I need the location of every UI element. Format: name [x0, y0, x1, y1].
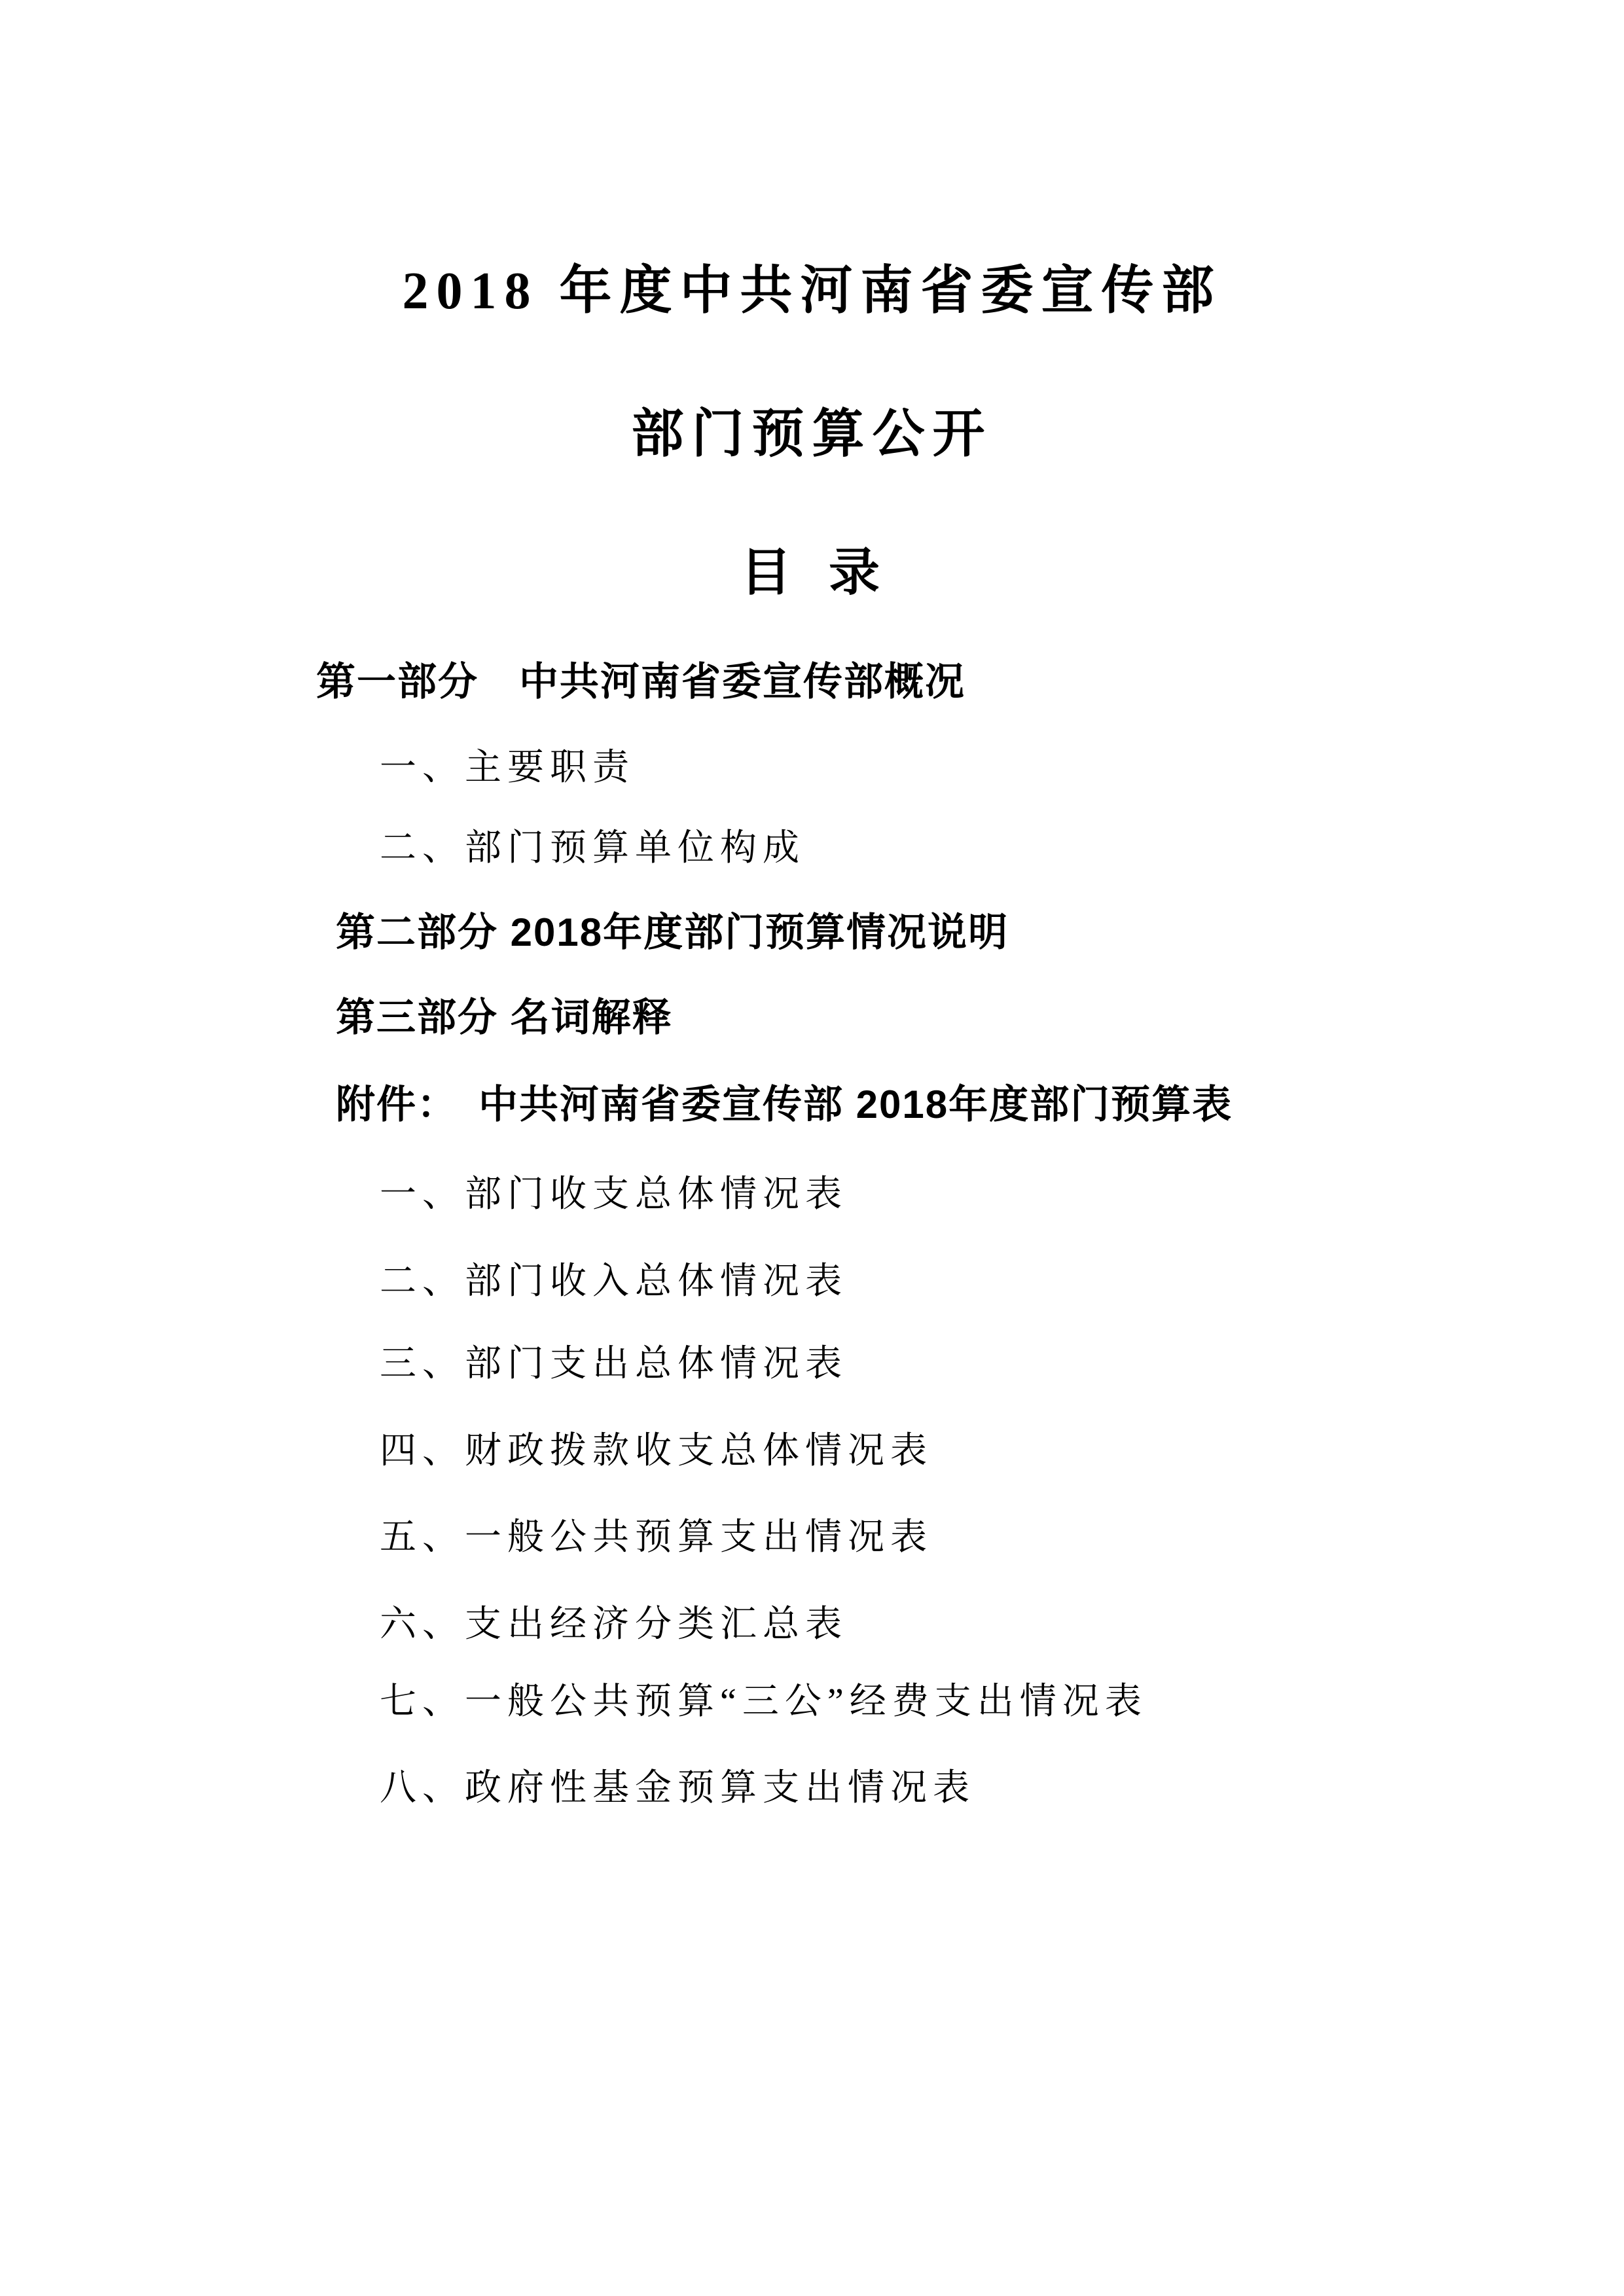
- toc-heading: 目 录: [740, 544, 884, 601]
- toc-entry-item: 四、财政拨款收支总体情况表: [380, 1431, 933, 1471]
- toc-entry-item: 二、部门预算单位构成: [380, 828, 805, 869]
- toc-entry-section-2: 第二部分 2018年度部门预算情况说明: [336, 910, 1009, 954]
- toc-entry-item: 八、政府性基金预算支出情况表: [380, 1768, 975, 1808]
- toc-entry-attachment: 附件： 中共河南省委宣传部 2018年度部门预算表: [336, 1083, 1233, 1126]
- toc-entry-item: 一、主要职责: [380, 747, 635, 788]
- toc-entry-item: 五、一般公共预算支出情况表: [380, 1517, 933, 1558]
- toc-entry-item: 六、支出经济分类汇总表: [380, 1604, 848, 1645]
- toc-entry-section-1: 第一部分 中共河南省委宣传部概况: [316, 660, 965, 704]
- document-title-line-1: 2018 年度中共河南省委宣传部: [402, 262, 1222, 320]
- toc-entry-item: 一、部门收支总体情况表: [380, 1174, 848, 1215]
- toc-entry-item: 七、一般公共预算“三公”经费支出情况表: [380, 1681, 1147, 1722]
- document-title-line-2: 部门预算公开: [631, 406, 993, 463]
- toc-entry-section-3: 第三部分 名词解释: [336, 996, 673, 1039]
- toc-entry-item: 二、部门收入总体情况表: [380, 1261, 848, 1302]
- toc-entry-item: 三、部门支出总体情况表: [380, 1344, 848, 1384]
